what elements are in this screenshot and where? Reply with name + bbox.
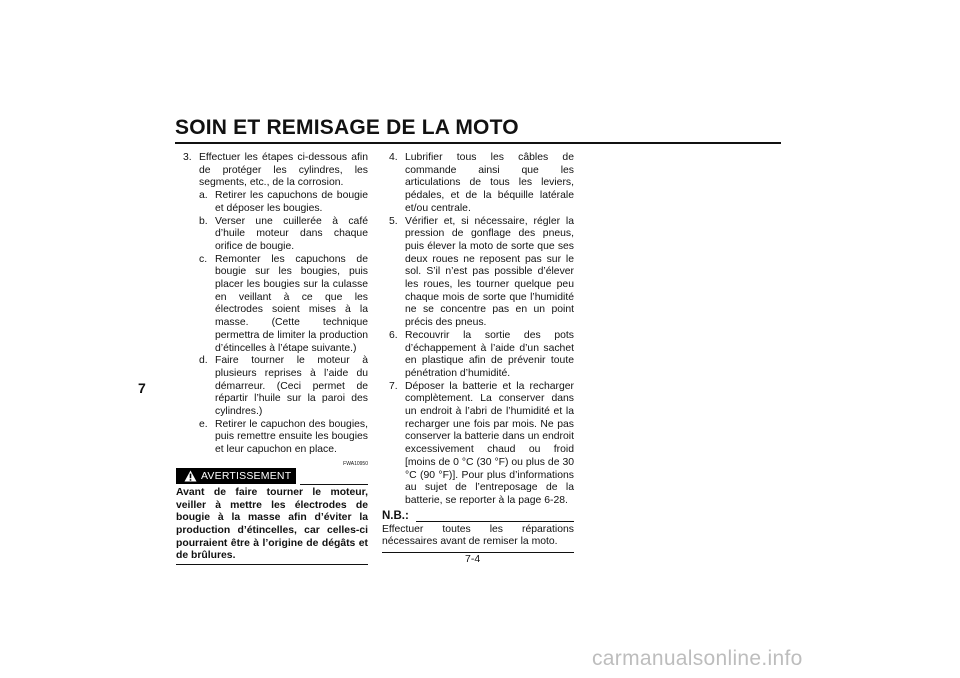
step-number: 3. xyxy=(183,152,192,163)
title-rule xyxy=(175,142,781,144)
note-header xyxy=(382,510,574,524)
step-number: 6. xyxy=(389,329,398,341)
note-label: N.B.: xyxy=(382,509,409,522)
warning-code: FWA10950 xyxy=(343,460,368,467)
warning-text: Avant de faire tourner le moteur, veiller à mettre les électrodes de bougie à la masse afin d’éviter la production d’étincelles, car celles-ci pourraient être à l’origine de dégâts et de brûlures. xyxy=(176,486,368,562)
substep-letter: b. xyxy=(199,215,208,227)
substep-letter: c. xyxy=(199,253,208,265)
warning-triangle-icon xyxy=(184,470,197,482)
warning-header-rule xyxy=(300,484,368,485)
step-number: 4. xyxy=(389,152,398,163)
warning-label-box xyxy=(176,468,296,484)
substep-text: Retirer les capuchons de bougie et déposer les bougies. xyxy=(215,190,368,214)
watermark: carmanualsonline.info xyxy=(592,647,803,670)
step-number: 5. xyxy=(389,215,398,227)
substep-a xyxy=(176,190,368,215)
substep-b xyxy=(176,216,368,254)
right-column xyxy=(382,152,574,553)
substep-d xyxy=(176,355,368,419)
substep-text: Retirer le capuchon des bougies, puis remettre ensuite les bougies et leur capuchon en place. xyxy=(215,418,368,456)
note-text: Effectuer toutes les réparations nécessaires avant de remiser la moto. xyxy=(382,523,574,548)
substep-text: Faire tourner le moteur à plusieurs reprises à l’aide du démarreur. (Ceci permet de répartir l’huile sur la paroi des cylindres.) xyxy=(215,355,368,418)
warning-bottom-rule xyxy=(176,564,368,565)
substep-c xyxy=(176,254,368,356)
note-header-rule xyxy=(416,521,574,522)
step-text: Recouvrir la sortie des pots d’échappement à l’aide d’un sachet en plastique afin de prévenir toute pénétration d’humidité. xyxy=(405,329,574,379)
step-text: Effectuer les étapes ci-dessous afin de protéger les cylindres, les segments, etc., de la corrosion. xyxy=(199,152,368,189)
left-column xyxy=(176,152,368,565)
step-7 xyxy=(382,381,574,508)
step-number: 7. xyxy=(389,380,398,392)
page-number: 7-4 xyxy=(465,553,481,565)
step-6 xyxy=(382,330,574,381)
substep-letter: d. xyxy=(199,355,208,367)
page-title: SOIN ET REMISAGE DE LA MOTO xyxy=(175,116,519,139)
step-5 xyxy=(382,216,574,330)
substep-letter: e. xyxy=(199,418,208,430)
chapter-tab: 7 xyxy=(138,380,146,396)
substep-e xyxy=(176,419,368,457)
step-text: Vérifier et, si nécessaire, régler la pression de gonflage des pneus, puis élever la moto de sorte que ses deux roues ne reposent pas sur le sol. S’il n’est pas possible d’élever les roues, les tourner quelque peu chaque mois de sorte que l’humidité ne se concentre pas en un point précis des pneus. xyxy=(405,215,574,329)
step-text: Lubrifier tous les câbles de commande ainsi que les articulations de tous les leviers, pédales, et de la béquille latérale et/ou centrale. xyxy=(405,152,574,214)
warning-label: AVERTISSEMENT xyxy=(201,469,292,482)
substep-letter: a. xyxy=(199,190,208,202)
step-4 xyxy=(382,152,574,216)
step-3 xyxy=(176,152,368,190)
substep-text: Verser une cuillerée à café d’huile moteur dans chaque orifice de bougie. xyxy=(215,215,368,252)
warning-header xyxy=(176,468,368,485)
substep-text: Remonter les capuchons de bougie sur les bougies, puis placer les bougies sur la culasse en veillant à ce que les électrodes soient mises à la masse. (Cette technique permettra de limiter la production d’étincelles à l’étape suivante.) xyxy=(215,253,368,354)
step-text: Déposer la batterie et la recharger complètement. La conserver dans un endroit à l’abri de l’humidité et la recharger une fois par mois. Ne pas conserver la batterie dans un endroit excessivement chaud ou froid [moins de 0 °C (30 °F) ou plus de 30 °C (90 °F)]. Pour plus d’informations au sujet de l’entreposage de la batterie, se reporter à la page 6-28. xyxy=(405,380,574,506)
